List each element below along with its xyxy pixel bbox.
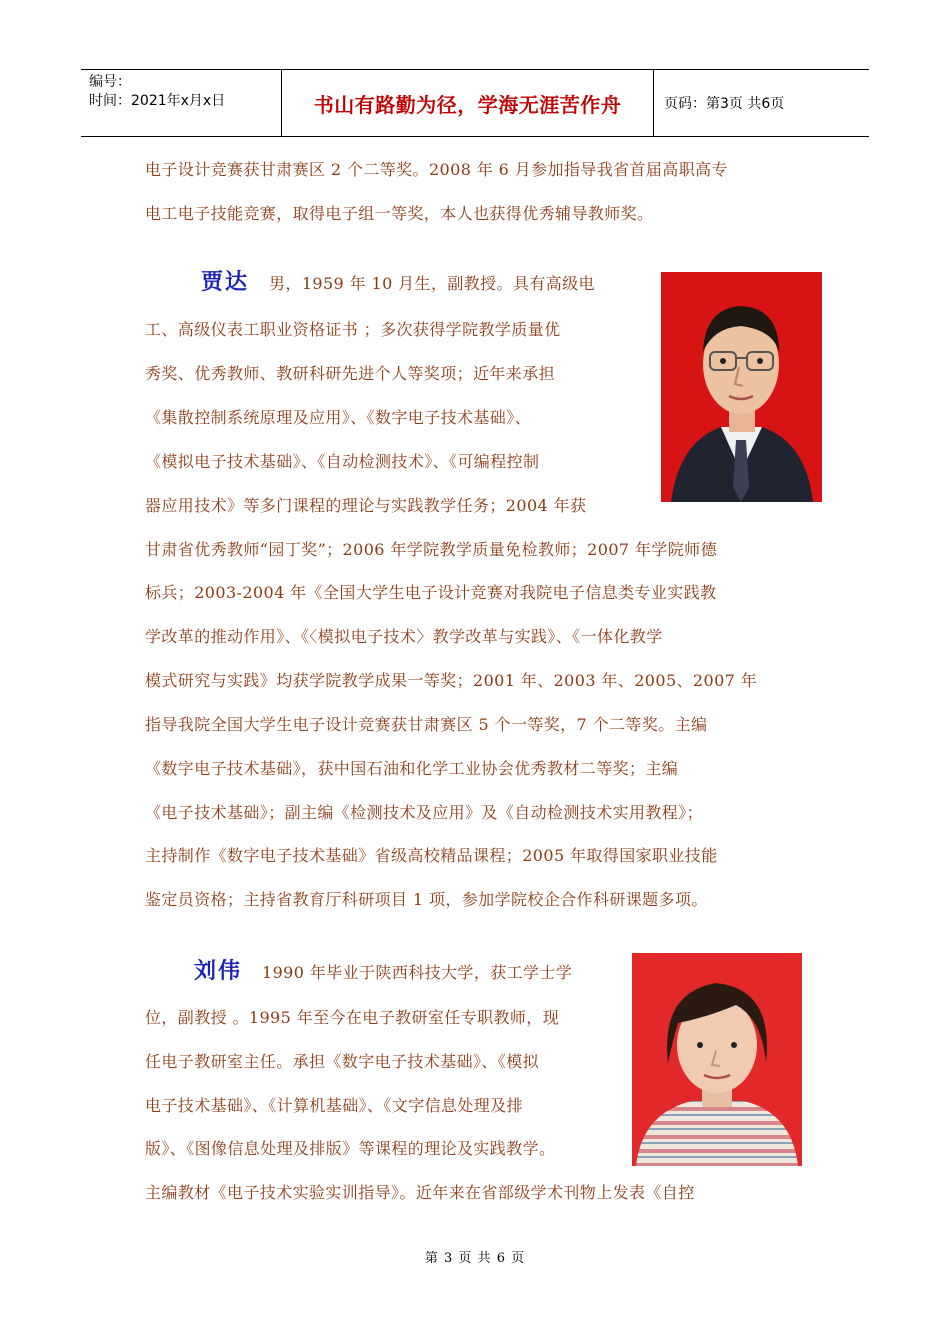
body-line: 主持制作《数字电子技术基础》省级高校精品课程；2005 年取得国家职业技能 [145, 846, 718, 865]
body-line: 标兵；2003-2004 年《全国大学生电子设计竞赛对我院电子信息类专业实践教 [145, 583, 717, 602]
body-line: 秀奖、优秀教师、教研科研先进个人等奖项；近年来承担 [145, 364, 556, 383]
body-line: 《模拟电子技术基础》、《自动检测技术》、《可编程控制 [145, 452, 540, 471]
time-label: 时间：2021年x月x日 [89, 93, 226, 109]
body-line: 甘肃省优秀教师“园丁奖”；2006 年学院教学质量免检教师；2007 年学院师德 [145, 540, 717, 559]
motto: 书山有路勤为径，学海无涯苦作舟 [313, 92, 622, 117]
header-left-cell [81, 70, 281, 136]
header-table [81, 69, 869, 137]
header-page-cell [654, 70, 869, 136]
body-line: 主编教材《电子技术实验实训指导》。近年来在省部级学术刊物上发表《自控 [145, 1183, 695, 1202]
number-label: 编号： [89, 74, 131, 90]
body-line: 学改革的推动作用》、《〈模拟电子技术〉教学改革与实践》、《一体化教学 [145, 627, 663, 646]
portrait-illustration [661, 272, 822, 502]
body-line: 《电子技术基础》；副主编《检测技术及应用》及《自动检测技术实用教程》； [145, 803, 704, 822]
header-motto-cell [281, 70, 654, 136]
liu-intro: 1990 年毕业于陕西科技大学，获工学士学 [262, 963, 573, 982]
body-line: 《集散控制系统原理及应用》、《数字电子技术基础》、 [145, 408, 532, 427]
person-name-jia: 贾达 [201, 270, 250, 295]
person-name-liu: 刘伟 [194, 959, 243, 984]
body-line: 电子设计竞赛获甘肃赛区 2 个二等奖。2008 年 6 月参加指导我省首届高职高专 [145, 160, 728, 179]
body-line: 版》、《图像信息处理及排版》等课程的理论及实践教学。 [145, 1139, 556, 1158]
portrait-photo-liu [632, 953, 802, 1166]
body-line: 模式研究与实践》均获学院教学成果一等奖；2001 年、2003 年、2005、2007 年 [145, 671, 758, 690]
body-line: 器应用技术》等多门课程的理论与实践教学任务；2004 年获 [145, 496, 587, 515]
body-line: 鉴定员资格；主持省教育厅科研项目 1 项，参加学院校企合作科研课题多项。 [145, 890, 708, 909]
body-line: 工、高级仪表工职业资格证书 ；多次获得学院教学质量优 [145, 320, 561, 339]
body-line: 位，副教授 。1995 年至今在电子教研室任专职教师，现 [145, 1008, 560, 1027]
body-line: 任电子教研室主任。承担《数字电子技术基础》、《模拟 [145, 1052, 540, 1071]
page-footer: 第 3 页 共 6 页 [424, 1251, 526, 1266]
body-line: 指导我院全国大学生电子设计竞赛获甘肃赛区 5 个一等奖，7 个二等奖。主编 [145, 715, 708, 734]
jia-intro: 男，1959 年 10 月生，副教授。具有高级电 [269, 274, 595, 293]
portrait-illustration [632, 953, 802, 1166]
jia-first-line [201, 270, 595, 295]
page-label: 页码：第3页 共6页 [664, 96, 785, 112]
body-line: 《数字电子技术基础》，获中国石油和化学工业协会优秀教材二等奖；主编 [145, 759, 679, 778]
body-line: 电工电子技能竞赛，取得电子组一等奖，本人也获得优秀辅导教师奖。 [145, 204, 654, 223]
liu-first-line [194, 959, 573, 984]
portrait-photo-jia [661, 272, 822, 502]
body-line: 电子技术基础》、《计算机基础》、《文字信息处理及排 [145, 1096, 524, 1115]
